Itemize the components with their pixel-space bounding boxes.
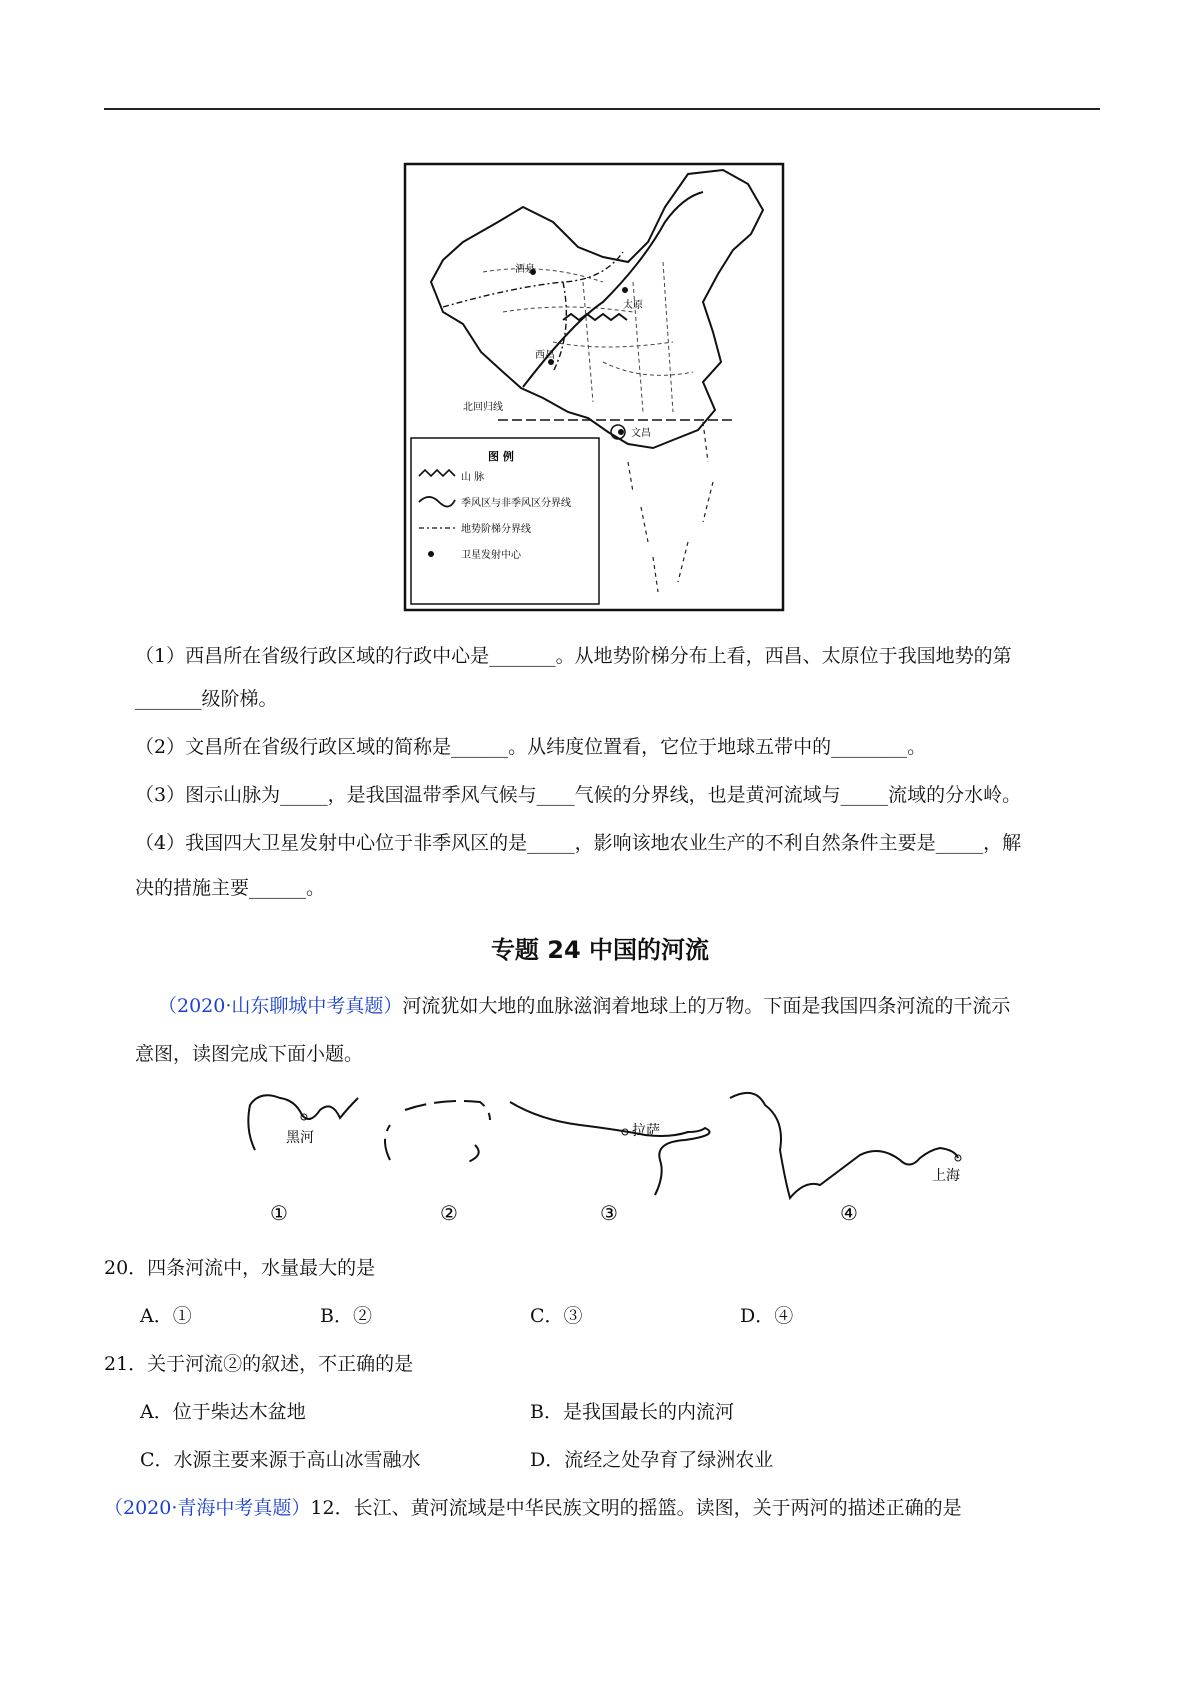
river3-label: 拉萨 xyxy=(632,1123,660,1139)
intro-source: （2020·山东聊城中考真题） xyxy=(158,995,403,1017)
label-wenchang: 文昌 xyxy=(631,428,651,439)
river-schematics xyxy=(240,1080,970,1225)
q20-option-d[interactable]: D．④ xyxy=(740,1305,794,1327)
intro-line2: 意图，读图完成下面小题。 xyxy=(135,1043,364,1065)
q12-source: （2020·青海中考真题） xyxy=(104,1497,311,1519)
q21-stem: 21．关于河流②的叙述，不正确的是 xyxy=(104,1353,414,1375)
q21-option-b[interactable]: B．是我国最长的内流河 xyxy=(530,1401,734,1423)
q20-option-c[interactable]: C．③ xyxy=(530,1305,583,1327)
river-2 xyxy=(385,1101,490,1162)
q1-line1: （1）西昌所在省级行政区域的行政中心是_______。从地势阶梯分布上看，西昌、太原位于我国地势的第 xyxy=(135,645,1012,667)
river-3 xyxy=(510,1102,710,1195)
q4-line2: 决的措施主要______。 xyxy=(135,877,326,899)
river1-label: 黑河 xyxy=(286,1130,314,1146)
legend-monsoon: 季风区与非季风区分界线 xyxy=(461,498,571,509)
q12-text: 12．长江、黄河流域是中华民族文明的摇篮。读图，关于两河的描述正确的是 xyxy=(310,1497,962,1519)
china-map-figure xyxy=(403,162,785,612)
header-rule xyxy=(104,108,1100,110)
river-4 xyxy=(730,1093,958,1198)
label-taiyuan: 太原 xyxy=(623,300,643,311)
river4-number: ④ xyxy=(840,1201,858,1225)
label-xichang: 西昌 xyxy=(535,350,555,361)
river3-number: ③ xyxy=(600,1201,618,1225)
q20-option-b[interactable]: B．② xyxy=(320,1305,372,1327)
launch-center-taiyuan xyxy=(622,287,628,293)
legend-title: 图 例 xyxy=(488,450,514,463)
legend-mountain: 山 脉 xyxy=(461,472,485,483)
q21-option-d[interactable]: D．流经之处孕育了绿洲农业 xyxy=(530,1449,774,1471)
q2: （2）文昌所在省级行政区域的简称是______。从纬度位置看，它位于地球五带中的________。 xyxy=(135,736,927,758)
legend-launch: 卫星发射中心 xyxy=(461,550,521,561)
intro-line1 xyxy=(158,992,1010,1020)
section-title: 专题 24 中国的河流 xyxy=(490,936,710,964)
river1-number: ① xyxy=(270,1201,288,1225)
river2-number: ② xyxy=(440,1201,458,1225)
label-tropic: 北回归线 xyxy=(463,402,503,413)
q20-option-a[interactable]: A．① xyxy=(140,1305,192,1327)
q20-stem: 20．四条河流中，水量最大的是 xyxy=(104,1257,376,1279)
legend-terrain: 地势阶梯分界线 xyxy=(461,524,531,535)
intro-text1: 河流犹如大地的血脉滋润着地球上的万物。下面是我国四条河流的干流示 xyxy=(402,995,1011,1017)
label-jiuquan: 酒泉 xyxy=(515,264,535,275)
q12-line xyxy=(104,1494,962,1522)
q4-line1: （4）我国四大卫星发射中心位于非季风区的是_____，影响该地农业生产的不利自然条件主要是_____，解 xyxy=(135,832,1022,854)
q21-option-c[interactable]: C．水源主要来源于高山冰雪融水 xyxy=(140,1449,421,1471)
river4-label: 上海 xyxy=(932,1168,960,1184)
launch-center-wenchang xyxy=(618,429,624,435)
q1-line2: _______级阶梯。 xyxy=(135,688,278,710)
q21-option-a[interactable]: A．位于柴达木盆地 xyxy=(140,1401,306,1423)
q3: （3）图示山脉为_____，是我国温带季风气候与____气候的分界线，也是黄河流域与_____流域的分水岭。 xyxy=(135,784,1022,806)
